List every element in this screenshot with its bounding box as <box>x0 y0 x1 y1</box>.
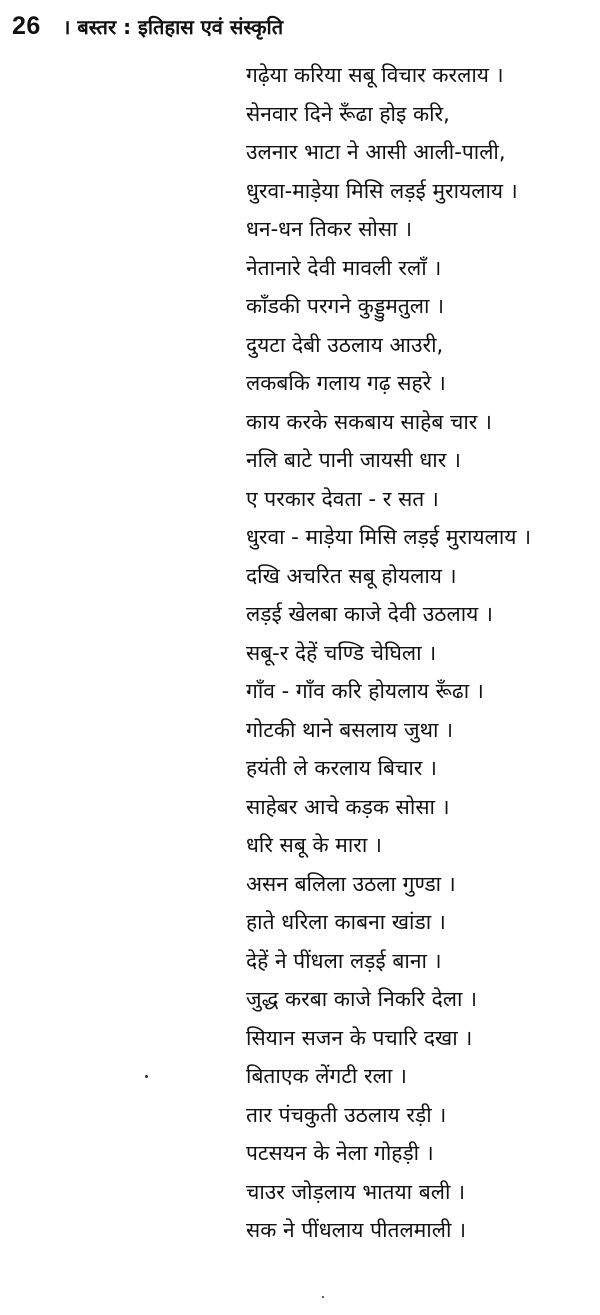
poem-line: जुद्ध करबा काजे निकरि देला । <box>246 987 478 1011</box>
poem-line: दुयटा देबी उठलाय आउरी, <box>246 332 444 357</box>
poem-line: गोटकी थाने बसलाय जुथा । <box>246 717 454 742</box>
poem-line: पटसयन के नेला गोहड़ी । <box>246 1141 434 1165</box>
poem-line: हाते धरिला काबना खांडा । <box>246 910 446 934</box>
poem-line: धुरवा - माड़ेया मिसि लड़ई मुरायलाय । <box>246 525 532 549</box>
poem-line: हयंती ले करलाय बिचार । <box>246 756 438 780</box>
poem <box>246 56 596 1250</box>
poem-line: नलि बाटे पानी जायसी धार । <box>246 448 461 472</box>
poem-line: साहेबर आचे कड़क सोसा । <box>246 794 450 819</box>
print-speck <box>145 1075 148 1078</box>
poem-line: सबू-र देहें चण्डि चेघिला । <box>246 640 437 665</box>
poem-line: धुरवा-माड़ेया मिसि लड़ई मुरायलाय । <box>246 178 518 203</box>
poem-line: गाँव - गाँव करि होयलाय रूँढा । <box>246 679 484 703</box>
poem-line: दखि अचरित सबू होयलाय । <box>246 563 457 588</box>
running-head: । बस्तर : इतिहास एवं संस्कृति <box>62 14 284 39</box>
poem-line: सियान सजन के पचारि दखा । <box>246 1025 473 1050</box>
poem-line: लकबकि गलाय गढ़ सहरे । <box>246 371 446 395</box>
poem-line: धन-धन तिकर सोसा । <box>246 217 413 241</box>
poem-line: गढ़ेया करिया सबू विचार करलाय । <box>246 63 504 87</box>
page-header <box>12 6 283 46</box>
poem-line: धरि सबू के मारा । <box>246 833 382 857</box>
poem-line: देहें ने पींधला लड़ई बाना । <box>246 948 442 973</box>
poem-line: लड़ई खेलबा काजे देवी उठलाय । <box>246 602 493 626</box>
poem-line: नेतानारे देवी मावली रलाँ । <box>246 255 442 280</box>
poem-line: असन बलिला उठला गुण्डा । <box>246 871 456 896</box>
poem-line: ए परकार देवता - र सत । <box>246 486 439 511</box>
poem-line: उलनार भाटा ने आसी आली-पाली, <box>246 140 506 164</box>
poem-line: चाउर जोड़लाय भातया बली । <box>246 1179 466 1204</box>
print-speck <box>322 1296 324 1298</box>
page-number: 26 <box>12 11 41 40</box>
poem-line: काय करके सकबाय साहेब चार । <box>246 409 493 434</box>
poem-line: बिताएक लेंगटी रला । <box>246 1064 407 1088</box>
poem-line: तार पंचकुती उठलाय रड़ी । <box>246 1102 447 1127</box>
poem-line: सेनवार दिने रूँढा होइ करि, <box>246 101 450 126</box>
poem-line: काँडकी परगने कुड्डुमतुला । <box>246 294 445 318</box>
poem-line: सक ने पींधलाय पीतलमाली । <box>246 1218 467 1242</box>
